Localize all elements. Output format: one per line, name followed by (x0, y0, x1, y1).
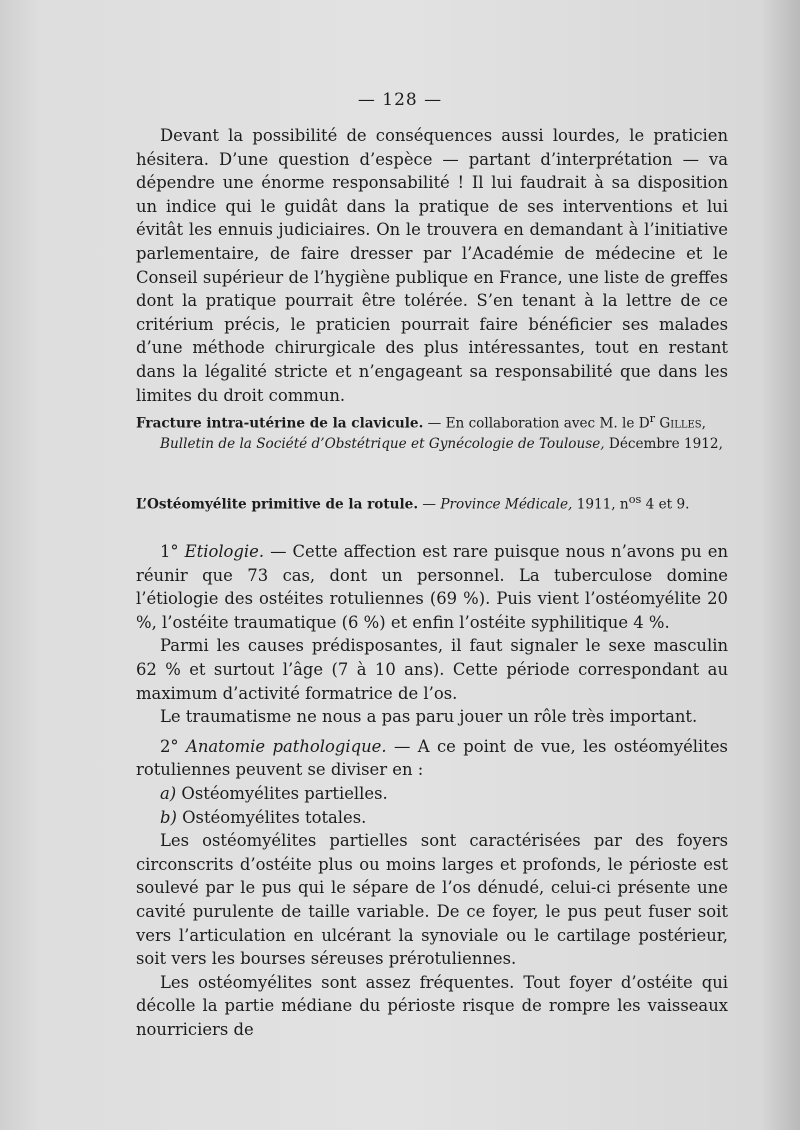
reference-clavicule-author: Gilles, (655, 415, 706, 432)
reference-clavicule-text (136, 408, 728, 454)
reference-clavicule-journal: Bulletin de la Société d’Obstétrique et Gynécologie de Toulouse, (160, 435, 605, 452)
anatomie-paragraph-3: Les ostéomyélites sont assez fréquentes. Tout foyer d’ostéite qui décolle la partie médiane du périoste risque de rompre les vaisseaux nourriciers de (136, 972, 728, 1039)
reference-clavicule-sep: — En collaboration avec M. le D (423, 415, 650, 432)
reference-rotule (136, 489, 728, 515)
list-item-b (136, 806, 728, 830)
reference-rotule-nos-sup: os (628, 492, 642, 506)
anatomie-paragraph-2: Les ostéomyélites partielles sont caractérisées par des foyers circonscrits d’ostéite plus ou moins larges et profonds, le périoste est soulevé par le pus qui le sépare de l’os dénudé, celui-ci présente une cavité purulente de taille variable. De ce foyer, le pus peut fuser soit vers l’articulation en ulcérant la synoviale ou le cartilage postérieur, soit vers les bourses séreuses prérotuliennes. (136, 831, 728, 969)
etiologie-number: 1° (160, 542, 185, 561)
anatomie-paragraph (136, 735, 728, 782)
anatomie-heading: Anatomie pathologique. (186, 736, 387, 756)
etiologie-paragraph-3: Le traumatisme ne nous a pas paru jouer un rôle très important. (160, 707, 698, 727)
list-item-a-text: Ostéomyélites partielles. (176, 783, 388, 803)
intro-text: Devant la possibilité de conséquences aussi lourdes, le praticien hésitera. D’une question d’espèce — partant d’interprétation — va dépendre une énorme responsabilité ! Il lui faudrait à sa disposition un indice qui le guidât dans la pratique de ses interventions et lui évitât les ennuis judiciaires. On le trouvera en demandant à l’initiative parlementaire, de faire dresser par l’Académie de médecine et le Conseil supérieur de l’hygiène publique en France, une liste de greffes dont la pratique pourrait être tolérée. S’en tenant à la lettre de ce critérium précis, le praticien pourrait faire bénéficier ses malades d’une méthode chirurgicale des plus intéressantes, tout en restant dans la légalité stricte et n’engageant sa responsabilité que dans les limites du droit commun. (136, 126, 728, 405)
list-item-a-label: a) (160, 783, 177, 803)
list-item-b-label: b) (160, 807, 177, 827)
reference-clavicule (136, 408, 728, 454)
reference-rotule-rest: 1911, n (572, 496, 629, 513)
reference-clavicule-source (136, 434, 728, 454)
etiologie-paragraph-2: Parmi les causes prédisposantes, il faut signaler le sexe masculin 62 % et surtout l’âge (7 à 10 ans). Cette période correspondant au maximum d’activité formatrice de l’os. (136, 636, 728, 703)
etiologie-text: — Cette affection est rare puisque nous n’avons pu en réunir que 73 cas, dont un personnel. La tuberculose domine l’étiologie des ostéites rotuliennes (69 %). Puis vient l’ostéomyélite 20 %, l’ostéite traumatique (6 %) et enfin l’ostéite syphilitique 4 %. (136, 542, 728, 632)
reference-clavicule-dr-sup: r (649, 411, 656, 425)
anatomie-number: 2° (160, 736, 187, 756)
intro-paragraph (136, 124, 728, 407)
etiologie-paragraph (136, 540, 728, 634)
reference-rotule-text (136, 489, 728, 515)
page-number: — 128 — (357, 90, 443, 110)
reference-clavicule-title: Fracture intra-utérine de la clavicule. (136, 415, 424, 432)
reference-rotule-title: L’Ostéomyélite primitive de la rotule. (136, 496, 419, 513)
etiologie-heading: Etiologie. (184, 542, 265, 561)
list-item-b-text: Ostéomyélites totales. (176, 807, 367, 827)
article-body (136, 540, 728, 1041)
reference-rotule-sep: — (418, 496, 441, 513)
reference-rotule-nums: 4 et 9. (641, 496, 690, 513)
reference-clavicule-date: Décembre 1912, (604, 435, 723, 452)
list-item-a (136, 782, 728, 806)
anatomie-text: — A ce point de vue, les ostéomyélites rotuliennes peuvent se diviser en : (136, 736, 728, 780)
reference-rotule-journal: Province Médicale, (440, 496, 573, 513)
